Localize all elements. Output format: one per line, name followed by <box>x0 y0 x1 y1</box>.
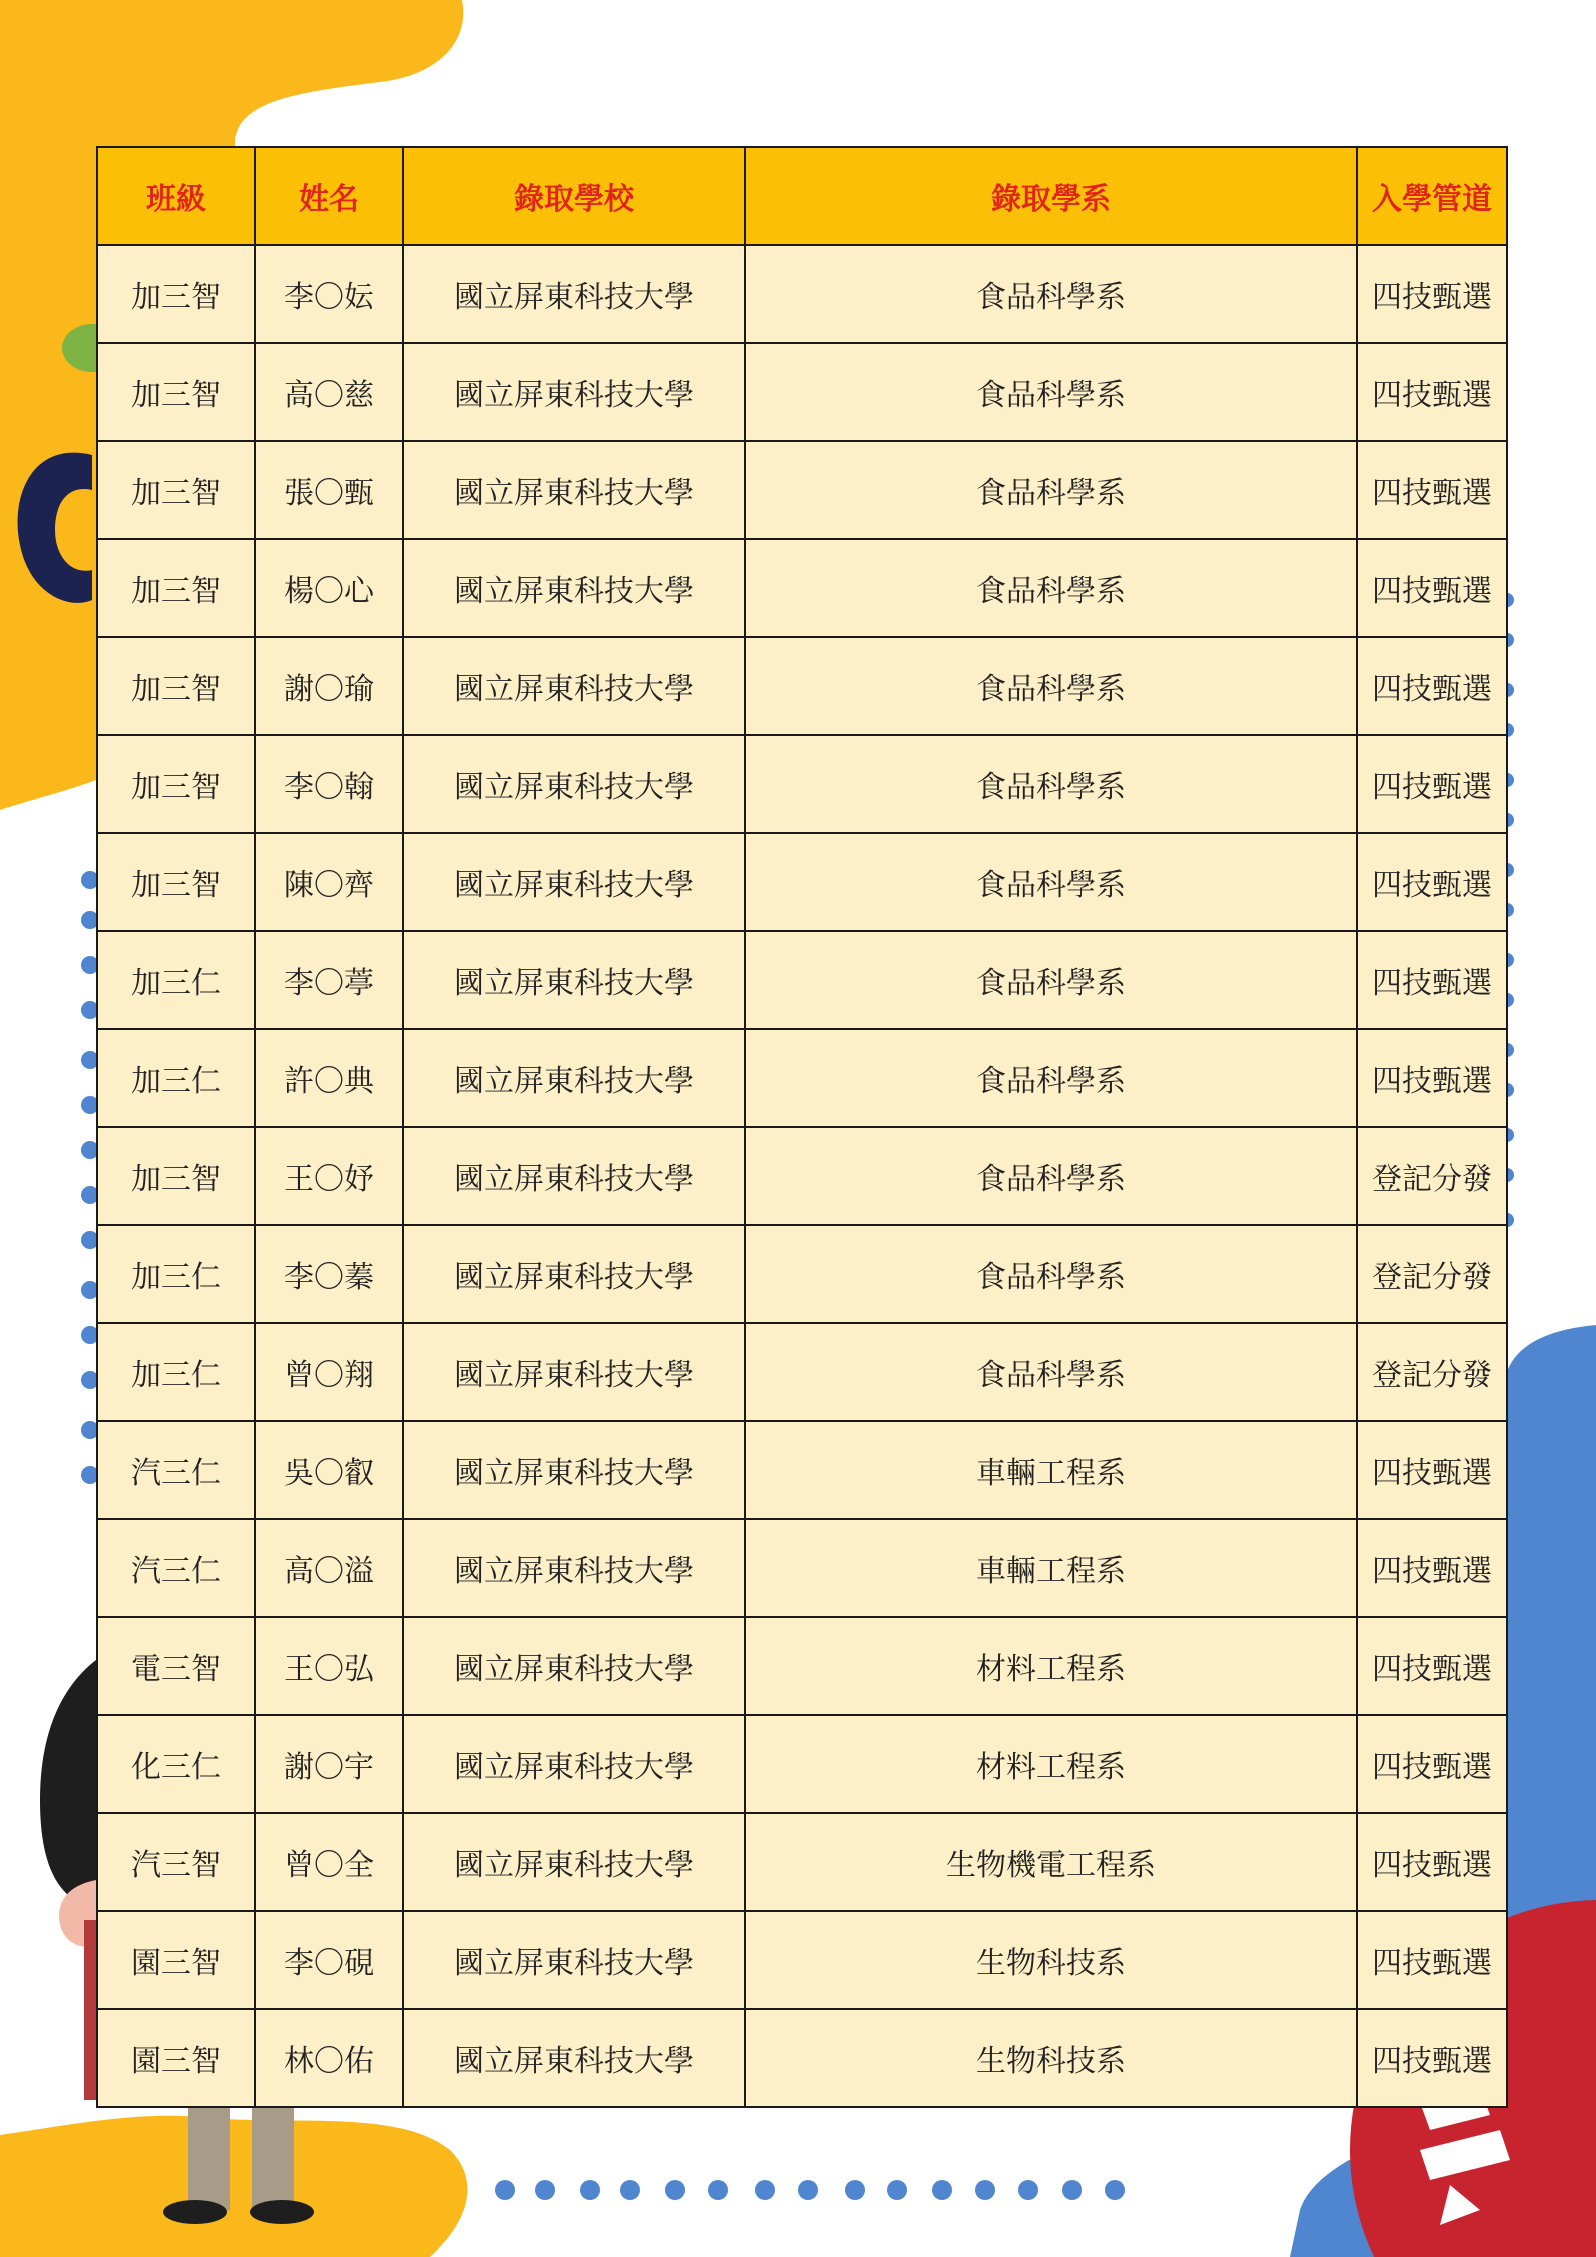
cell-school: 國立屏東科技大學 <box>403 2009 745 2107</box>
cell-department: 食品科學系 <box>745 1323 1357 1421</box>
cell-admission-route: 四技甄選 <box>1357 1715 1507 1813</box>
cell-class: 加三智 <box>97 833 255 931</box>
person-shoe-left <box>163 2200 227 2224</box>
cell-school: 國立屏東科技大學 <box>403 1225 745 1323</box>
cell-admission-route: 四技甄選 <box>1357 441 1507 539</box>
table-row <box>97 539 1507 637</box>
cell-admission-route: 四技甄選 <box>1357 931 1507 1029</box>
cell-class: 加三智 <box>97 539 255 637</box>
cell-admission-route: 登記分發 <box>1357 1323 1507 1421</box>
cell-school: 國立屏東科技大學 <box>403 1519 745 1617</box>
cell-student-name: 曾〇全 <box>255 1813 403 1911</box>
cell-school: 國立屏東科技大學 <box>403 833 745 931</box>
cell-school: 國立屏東科技大學 <box>403 1127 745 1225</box>
cell-admission-route: 四技甄選 <box>1357 1911 1507 2009</box>
cell-student-name: 王〇弘 <box>255 1617 403 1715</box>
cell-class: 加三仁 <box>97 1029 255 1127</box>
cell-class: 化三仁 <box>97 1715 255 1813</box>
cell-school: 國立屏東科技大學 <box>403 1813 745 1911</box>
cell-department: 生物科技系 <box>745 2009 1357 2107</box>
cell-admission-route: 四技甄選 <box>1357 343 1507 441</box>
table-row <box>97 1617 1507 1715</box>
cell-student-name: 王〇妤 <box>255 1127 403 1225</box>
cell-department: 食品科學系 <box>745 735 1357 833</box>
table-row <box>97 735 1507 833</box>
person-book <box>84 1920 96 2100</box>
table-row <box>97 2009 1507 2107</box>
person-hair <box>40 1660 96 1910</box>
table-header-row <box>97 147 1507 245</box>
yellow-small-square <box>62 413 74 425</box>
cell-school: 國立屏東科技大學 <box>403 441 745 539</box>
cell-student-name: 李〇妘 <box>255 245 403 343</box>
person-leg-right <box>252 2100 294 2210</box>
cell-student-name: 張〇甄 <box>255 441 403 539</box>
cell-student-name: 李〇翰 <box>255 735 403 833</box>
cell-student-name: 謝〇宇 <box>255 1715 403 1813</box>
cell-school: 國立屏東科技大學 <box>403 1323 745 1421</box>
cell-class: 加三智 <box>97 735 255 833</box>
person-shoe-right <box>250 2200 314 2224</box>
cell-student-name: 高〇慈 <box>255 343 403 441</box>
cell-class: 汽三仁 <box>97 1421 255 1519</box>
table-row <box>97 1127 1507 1225</box>
cell-department: 生物機電工程系 <box>745 1813 1357 1911</box>
cell-class: 汽三仁 <box>97 1519 255 1617</box>
cell-school: 國立屏東科技大學 <box>403 1617 745 1715</box>
cell-department: 食品科學系 <box>745 245 1357 343</box>
cell-admission-route: 四技甄選 <box>1357 735 1507 833</box>
header-school: 錄取學校 <box>403 147 745 245</box>
table-row <box>97 1715 1507 1813</box>
cell-school: 國立屏東科技大學 <box>403 1715 745 1813</box>
cell-school: 國立屏東科技大學 <box>403 1421 745 1519</box>
cell-class: 園三智 <box>97 2009 255 2107</box>
cell-department: 材料工程系 <box>745 1715 1357 1813</box>
cell-class: 加三智 <box>97 637 255 735</box>
cell-school: 國立屏東科技大學 <box>403 1029 745 1127</box>
cell-school: 國立屏東科技大學 <box>403 343 745 441</box>
cell-student-name: 李〇葶 <box>255 931 403 1029</box>
table-row <box>97 637 1507 735</box>
cell-student-name: 李〇蓁 <box>255 1225 403 1323</box>
cell-school: 國立屏東科技大學 <box>403 245 745 343</box>
cell-student-name: 陳〇齊 <box>255 833 403 931</box>
table-row <box>97 1519 1507 1617</box>
table-body <box>97 245 1507 2107</box>
cell-class: 加三智 <box>97 245 255 343</box>
cell-school: 國立屏東科技大學 <box>403 539 745 637</box>
cell-department: 食品科學系 <box>745 931 1357 1029</box>
cell-department: 車輛工程系 <box>745 1421 1357 1519</box>
person-leg-left <box>188 2100 230 2210</box>
admissions-table <box>96 146 1508 2108</box>
table-row <box>97 1029 1507 1127</box>
cell-department: 材料工程系 <box>745 1617 1357 1715</box>
cell-student-name: 許〇典 <box>255 1029 403 1127</box>
cell-class: 電三智 <box>97 1617 255 1715</box>
cell-school: 國立屏東科技大學 <box>403 1911 745 2009</box>
cell-department: 食品科學系 <box>745 343 1357 441</box>
cell-department: 食品科學系 <box>745 1225 1357 1323</box>
table-row <box>97 833 1507 931</box>
table-row <box>97 931 1507 1029</box>
cell-admission-route: 四技甄選 <box>1357 833 1507 931</box>
cell-department: 車輛工程系 <box>745 1519 1357 1617</box>
cell-school: 國立屏東科技大學 <box>403 931 745 1029</box>
cell-student-name: 李〇硯 <box>255 1911 403 2009</box>
cell-student-name: 林〇佑 <box>255 2009 403 2107</box>
yellow-blob-bottom-left <box>0 2116 467 2257</box>
cell-department: 食品科學系 <box>745 441 1357 539</box>
cell-admission-route: 四技甄選 <box>1357 2009 1507 2107</box>
table-row <box>97 441 1507 539</box>
header-name: 姓名 <box>255 147 403 245</box>
cell-class: 加三智 <box>97 343 255 441</box>
cell-admission-route: 四技甄選 <box>1357 637 1507 735</box>
cell-school: 國立屏東科技大學 <box>403 735 745 833</box>
cell-student-name: 曾〇翔 <box>255 1323 403 1421</box>
header-class: 班級 <box>97 147 255 245</box>
cell-admission-route: 四技甄選 <box>1357 1421 1507 1519</box>
cell-student-name: 高〇溢 <box>255 1519 403 1617</box>
cell-class: 加三智 <box>97 441 255 539</box>
cell-class: 加三仁 <box>97 931 255 1029</box>
cell-admission-route: 登記分發 <box>1357 1127 1507 1225</box>
cell-department: 生物科技系 <box>745 1911 1357 2009</box>
cell-admission-route: 四技甄選 <box>1357 1813 1507 1911</box>
cell-admission-route: 四技甄選 <box>1357 1519 1507 1617</box>
cell-student-name: 吳〇叡 <box>255 1421 403 1519</box>
cell-school: 國立屏東科技大學 <box>403 637 745 735</box>
table-row <box>97 1225 1507 1323</box>
cell-admission-route: 四技甄選 <box>1357 539 1507 637</box>
table-row <box>97 245 1507 343</box>
cell-admission-route: 四技甄選 <box>1357 245 1507 343</box>
cell-student-name: 楊〇心 <box>255 539 403 637</box>
cell-department: 食品科學系 <box>745 1127 1357 1225</box>
table-row <box>97 1323 1507 1421</box>
cell-class: 園三智 <box>97 1911 255 2009</box>
cell-department: 食品科學系 <box>745 637 1357 735</box>
cell-class: 加三仁 <box>97 1225 255 1323</box>
cell-department: 食品科學系 <box>745 539 1357 637</box>
cell-class: 汽三智 <box>97 1813 255 1911</box>
header-admission-route: 入學管道 <box>1357 147 1507 245</box>
cell-admission-route: 登記分發 <box>1357 1225 1507 1323</box>
header-department: 錄取學系 <box>745 147 1357 245</box>
cell-department: 食品科學系 <box>745 833 1357 931</box>
cell-student-name: 謝〇瑜 <box>255 637 403 735</box>
table-row <box>97 1813 1507 1911</box>
cell-class: 加三智 <box>97 1127 255 1225</box>
table-row <box>97 1911 1507 2009</box>
cell-department: 食品科學系 <box>745 1029 1357 1127</box>
cell-admission-route: 四技甄選 <box>1357 1617 1507 1715</box>
table-row <box>97 343 1507 441</box>
blue-dots-bottom <box>495 2180 1125 2200</box>
table-row <box>97 1421 1507 1519</box>
cell-admission-route: 四技甄選 <box>1357 1029 1507 1127</box>
cell-class: 加三仁 <box>97 1323 255 1421</box>
